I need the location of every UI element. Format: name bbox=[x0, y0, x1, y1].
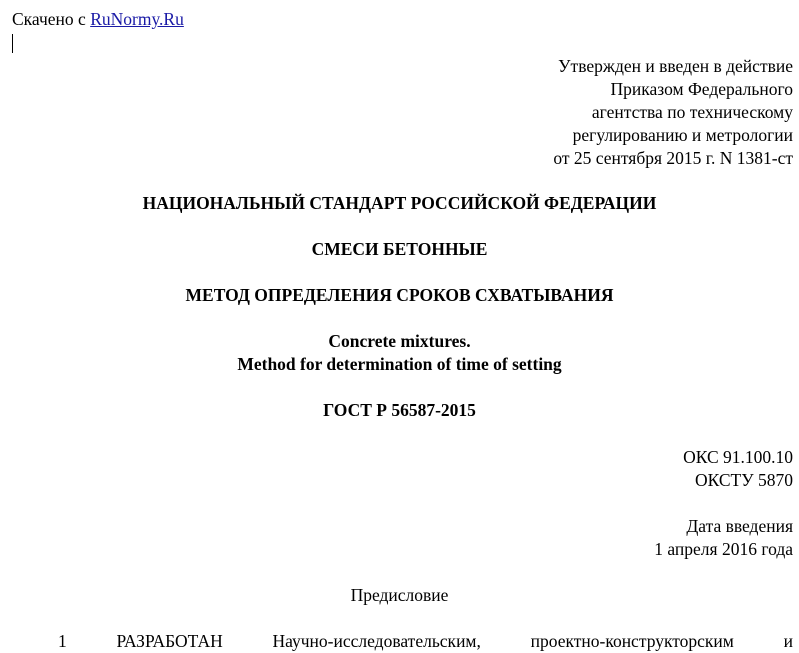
oks-code: ОКС 91.100.10 bbox=[683, 447, 793, 467]
english-title-line: Method for determination of time of setting bbox=[237, 354, 562, 374]
approval-line: от 25 сентября 2015 г. N 1381-ст bbox=[553, 148, 793, 168]
approval-line: агентства по техническому bbox=[591, 102, 793, 122]
standard-code: ГОСТ Р 56587-2015 bbox=[323, 400, 476, 420]
source-link[interactable]: RuNormy.Ru bbox=[90, 9, 184, 29]
approval-line: Утвержден и введен в действие bbox=[558, 56, 793, 76]
text-cursor bbox=[12, 34, 13, 53]
introduction-date-block bbox=[654, 515, 793, 561]
approval-line: регулированию и метрологии bbox=[572, 125, 793, 145]
source-prefix: Скачено с bbox=[12, 9, 86, 29]
introduction-date: 1 апреля 2016 года bbox=[654, 539, 793, 559]
source-line bbox=[12, 8, 184, 31]
okstu-code: ОКСТУ 5870 bbox=[694, 470, 793, 490]
standard-type-heading: НАЦИОНАЛЬНЫЙ СТАНДАРТ РОССИЙСКОЙ ФЕДЕРАЦИИ bbox=[142, 193, 657, 213]
preface-title: Предисловие bbox=[350, 585, 449, 605]
english-title-line: Concrete mixtures. bbox=[328, 331, 471, 351]
item-word: проектно-конструкторским bbox=[530, 631, 734, 651]
english-title bbox=[0, 330, 799, 376]
introduction-label: Дата введения bbox=[686, 516, 793, 536]
approval-line: Приказом Федерального bbox=[610, 79, 793, 99]
item-word: и bbox=[783, 631, 793, 651]
subject-heading: СМЕСИ БЕТОННЫЕ bbox=[311, 239, 488, 259]
approval-block bbox=[553, 55, 793, 170]
item-word: Научно-исследовательским, bbox=[272, 631, 481, 651]
item-number: 1 bbox=[58, 631, 67, 651]
method-heading: МЕТОД ОПРЕДЕЛЕНИЯ СРОКОВ СХВАТЫВАНИЯ bbox=[185, 285, 614, 305]
item-word: РАЗРАБОТАН bbox=[116, 631, 223, 651]
classification-block bbox=[683, 446, 793, 492]
